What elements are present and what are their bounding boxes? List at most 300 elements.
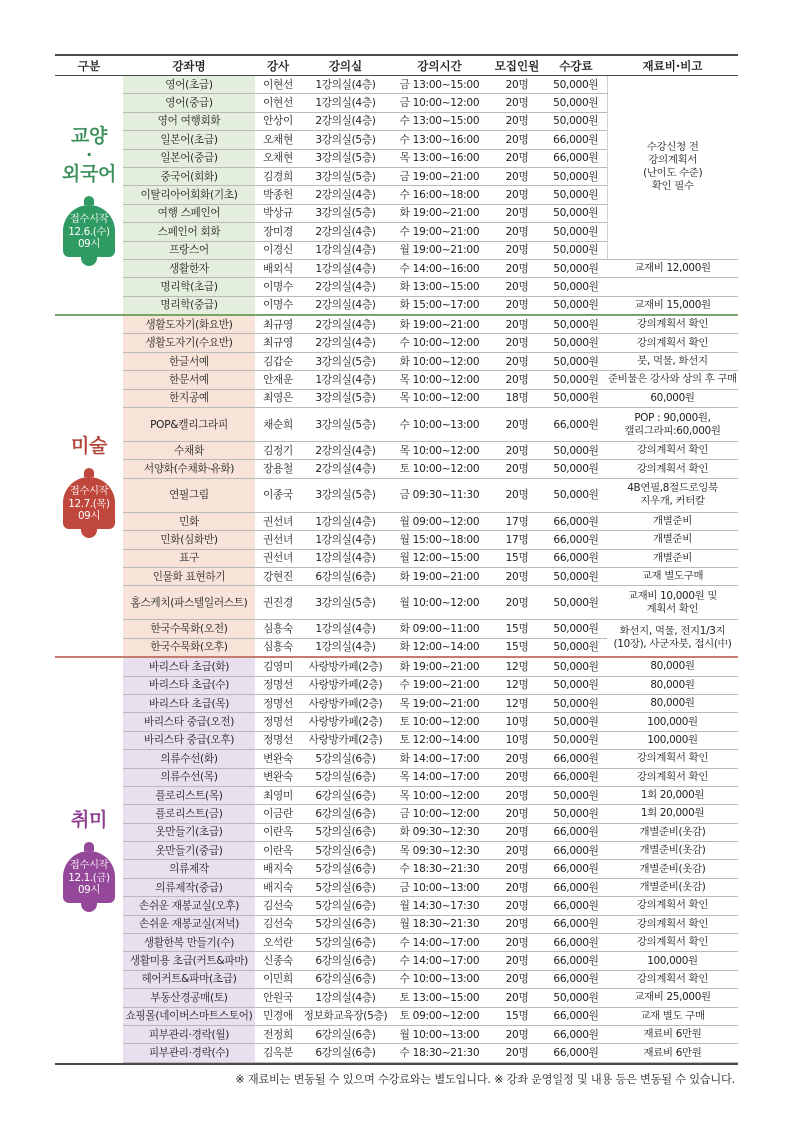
room: 3강의실(5층) bbox=[301, 149, 390, 167]
registration-start-text: 12.1.(금) bbox=[68, 871, 110, 884]
course-name: 생활도자기(수요반) bbox=[123, 334, 255, 352]
room: 1강의실(4층) bbox=[301, 620, 390, 638]
course-name: 플로리스트(목) bbox=[123, 786, 255, 804]
notes: 개별준비(옷감) bbox=[607, 842, 738, 860]
category-cell bbox=[55, 315, 123, 657]
room: 사랑방카페(2층) bbox=[301, 676, 390, 694]
fee: 50,000원 bbox=[545, 167, 607, 185]
course-name: 바리스타 중급(오후) bbox=[123, 731, 255, 749]
fee: 66,000원 bbox=[545, 970, 607, 988]
registration-start-text: 09시 bbox=[77, 238, 101, 251]
time: 목 14:00~17:00 bbox=[390, 768, 489, 786]
course-name: 피부관리·경락(월) bbox=[123, 1025, 255, 1043]
notes: 개별준비 bbox=[607, 512, 738, 530]
time: 화 10:00~12:00 bbox=[390, 352, 489, 370]
notes: 개별준비 bbox=[607, 531, 738, 549]
capacity: 20명 bbox=[489, 167, 545, 185]
registration-start-text: 09시 bbox=[77, 510, 101, 523]
table-bottom-rule bbox=[55, 1063, 738, 1065]
time: 화 19:00~21:00 bbox=[390, 567, 489, 585]
capacity: 15명 bbox=[489, 638, 545, 657]
instructor: 배지숙 bbox=[255, 878, 301, 896]
notes-merged bbox=[607, 76, 738, 260]
course-name: 여행 스페인어 bbox=[123, 204, 255, 222]
notes: 교재비 10,000원 및 계획서 확인 bbox=[607, 586, 738, 620]
notes: 100,000원 bbox=[607, 713, 738, 731]
notes: 강의계획서 확인 bbox=[607, 970, 738, 988]
time: 수 10:00~13:00 bbox=[390, 408, 489, 442]
table-row bbox=[55, 952, 738, 970]
table-row bbox=[55, 408, 738, 442]
course-name: 수채화 bbox=[123, 442, 255, 460]
instructor: 이명수 bbox=[255, 296, 301, 315]
instructor: 배외식 bbox=[255, 259, 301, 277]
instructor: 이민희 bbox=[255, 970, 301, 988]
capacity: 20명 bbox=[489, 823, 545, 841]
course-name: 옷만들기(초급) bbox=[123, 823, 255, 841]
fee: 50,000원 bbox=[545, 731, 607, 749]
col-capacity: 모집인원 bbox=[489, 55, 545, 76]
instructor: 강현진 bbox=[255, 567, 301, 585]
fee: 50,000원 bbox=[545, 478, 607, 512]
fee: 66,000원 bbox=[545, 512, 607, 530]
time: 수 10:00~13:00 bbox=[390, 970, 489, 988]
course-name: 생활한복 만들기(수) bbox=[123, 934, 255, 952]
time: 토 10:00~12:00 bbox=[390, 460, 489, 478]
capacity: 20명 bbox=[489, 408, 545, 442]
capacity: 20명 bbox=[489, 278, 545, 296]
time: 목 09:30~12:30 bbox=[390, 842, 489, 860]
table-row bbox=[55, 786, 738, 804]
capacity: 20명 bbox=[489, 842, 545, 860]
capacity: 17명 bbox=[489, 531, 545, 549]
instructor: 권선녀 bbox=[255, 512, 301, 530]
instructor: 정명선 bbox=[255, 731, 301, 749]
instructor: 최영은 bbox=[255, 389, 301, 407]
course-name: 인물화 표현하기 bbox=[123, 567, 255, 585]
capacity: 20명 bbox=[489, 586, 545, 620]
notes: POP : 90,000원, 캘리그라피:60,000원 bbox=[607, 408, 738, 442]
notes: 준비물은 강사와 상의 후 구매 bbox=[607, 371, 738, 389]
course-name: 표구 bbox=[123, 549, 255, 567]
notes: 교재비 15,000원 bbox=[607, 296, 738, 315]
instructor: 김갑순 bbox=[255, 352, 301, 370]
room: 1강의실(4층) bbox=[301, 259, 390, 277]
time: 금 19:00~21:00 bbox=[390, 167, 489, 185]
room: 1강의실(4층) bbox=[301, 638, 390, 657]
time: 토 10:00~12:00 bbox=[390, 713, 489, 731]
room: 3강의실(5층) bbox=[301, 204, 390, 222]
capacity: 12명 bbox=[489, 694, 545, 712]
time: 화 12:00~14:00 bbox=[390, 638, 489, 657]
course-name: 손쉬운 재봉교실(저녁) bbox=[123, 915, 255, 933]
room: 6강의실(6층) bbox=[301, 567, 390, 585]
table-row bbox=[55, 805, 738, 823]
room: 5강의실(6층) bbox=[301, 842, 390, 860]
room: 3강의실(5층) bbox=[301, 131, 390, 149]
fee: 50,000원 bbox=[545, 460, 607, 478]
instructor: 박종헌 bbox=[255, 186, 301, 204]
room: 사랑방카페(2층) bbox=[301, 657, 390, 676]
course-name: 플로리스트(금) bbox=[123, 805, 255, 823]
fee: 66,000원 bbox=[545, 823, 607, 841]
time: 월 10:00~13:00 bbox=[390, 1025, 489, 1043]
bell-top-shape bbox=[84, 468, 94, 477]
instructor: 김경희 bbox=[255, 167, 301, 185]
capacity: 15명 bbox=[489, 620, 545, 638]
time: 월 09:00~12:00 bbox=[390, 512, 489, 530]
registration-start-text: 접수시작 bbox=[69, 485, 109, 498]
notes: 강의계획서 확인 bbox=[607, 460, 738, 478]
table-row bbox=[55, 586, 738, 620]
course-name: 의류제작 bbox=[123, 860, 255, 878]
notes-line: 수강신청 전 bbox=[646, 141, 699, 154]
instructor: 오채현 bbox=[255, 131, 301, 149]
table-row bbox=[55, 259, 738, 277]
room: 1강의실(4층) bbox=[301, 76, 390, 94]
table-row bbox=[55, 915, 738, 933]
col-course-name: 강좌명 bbox=[123, 55, 255, 76]
notes: 80,000원 bbox=[607, 676, 738, 694]
time: 월 19:00~21:00 bbox=[390, 241, 489, 259]
fee: 66,000원 bbox=[545, 131, 607, 149]
instructor: 심흥숙 bbox=[255, 638, 301, 657]
capacity: 20명 bbox=[489, 149, 545, 167]
capacity: 12명 bbox=[489, 676, 545, 694]
capacity: 20명 bbox=[489, 296, 545, 315]
notes: 교재비 25,000원 bbox=[607, 989, 738, 1007]
course-schedule bbox=[55, 54, 738, 1063]
capacity: 20명 bbox=[489, 223, 545, 241]
category-box bbox=[55, 808, 123, 912]
col-room: 강의실 bbox=[301, 55, 390, 76]
time: 토 09:00~12:00 bbox=[390, 1007, 489, 1025]
instructor: 채순희 bbox=[255, 408, 301, 442]
fee: 50,000원 bbox=[545, 620, 607, 638]
instructor: 이현선 bbox=[255, 94, 301, 112]
fee: 66,000원 bbox=[545, 897, 607, 915]
table-row bbox=[55, 512, 738, 530]
time: 수 13:00~16:00 bbox=[390, 131, 489, 149]
course-name: 한지공예 bbox=[123, 389, 255, 407]
course-name: 중국어(회화) bbox=[123, 167, 255, 185]
capacity: 20명 bbox=[489, 371, 545, 389]
room: 5강의실(6층) bbox=[301, 768, 390, 786]
course-name: 민화 bbox=[123, 512, 255, 530]
capacity: 20명 bbox=[489, 970, 545, 988]
fee: 50,000원 bbox=[545, 259, 607, 277]
time: 화 15:00~17:00 bbox=[390, 296, 489, 315]
fee: 66,000원 bbox=[545, 1044, 607, 1062]
notes: 강의계획서 확인 bbox=[607, 750, 738, 768]
notes-line: (10장), 사군자붓, 접시(中) bbox=[613, 638, 732, 651]
table-row bbox=[55, 768, 738, 786]
course-name: 한국수묵화(오전) bbox=[123, 620, 255, 638]
instructor: 전정희 bbox=[255, 1025, 301, 1043]
fee: 66,000원 bbox=[545, 149, 607, 167]
room: 1강의실(4층) bbox=[301, 989, 390, 1007]
table-row bbox=[55, 442, 738, 460]
course-name: 민화(심화반) bbox=[123, 531, 255, 549]
capacity: 20명 bbox=[489, 860, 545, 878]
bell-top-shape bbox=[84, 842, 94, 851]
room: 5강의실(6층) bbox=[301, 934, 390, 952]
fee: 50,000원 bbox=[545, 223, 607, 241]
instructor: 최규영 bbox=[255, 334, 301, 352]
time: 금 13:00~15:00 bbox=[390, 76, 489, 94]
notes: 80,000원 bbox=[607, 694, 738, 712]
course-name: 한국수묵화(오후) bbox=[123, 638, 255, 657]
bell-clapper-shape bbox=[81, 529, 97, 538]
time: 금 09:30~11:30 bbox=[390, 478, 489, 512]
fee: 50,000원 bbox=[545, 371, 607, 389]
table-row bbox=[55, 1044, 738, 1062]
capacity: 20명 bbox=[489, 805, 545, 823]
notes-line: (난이도 수준) bbox=[643, 167, 703, 180]
room: 사랑방카페(2층) bbox=[301, 713, 390, 731]
instructor: 최규영 bbox=[255, 315, 301, 334]
instructor: 신종숙 bbox=[255, 952, 301, 970]
fee: 50,000원 bbox=[545, 786, 607, 804]
capacity: 20명 bbox=[489, 241, 545, 259]
time: 수 14:00~16:00 bbox=[390, 259, 489, 277]
time: 목 10:00~12:00 bbox=[390, 371, 489, 389]
instructor: 권진경 bbox=[255, 586, 301, 620]
bell-body bbox=[63, 205, 115, 257]
fee: 50,000원 bbox=[545, 278, 607, 296]
course-table bbox=[55, 54, 738, 1063]
fee: 50,000원 bbox=[545, 76, 607, 94]
fee: 66,000원 bbox=[545, 915, 607, 933]
bell-body bbox=[63, 851, 115, 903]
room: 2강의실(4층) bbox=[301, 112, 390, 130]
room: 5강의실(6층) bbox=[301, 915, 390, 933]
fee: 50,000원 bbox=[545, 442, 607, 460]
room: 2강의실(4층) bbox=[301, 460, 390, 478]
course-name: 영어 여행회화 bbox=[123, 112, 255, 130]
notes: 80,000원 bbox=[607, 657, 738, 676]
room: 3강의실(5층) bbox=[301, 167, 390, 185]
time: 수 19:00~21:00 bbox=[390, 676, 489, 694]
time: 토 12:00~14:00 bbox=[390, 731, 489, 749]
fee: 50,000원 bbox=[545, 638, 607, 657]
capacity: 20명 bbox=[489, 352, 545, 370]
room: 6강의실(6층) bbox=[301, 1025, 390, 1043]
time: 수 16:00~18:00 bbox=[390, 186, 489, 204]
time: 월 18:30~21:30 bbox=[390, 915, 489, 933]
notes bbox=[607, 278, 738, 296]
col-time: 강의시간 bbox=[390, 55, 489, 76]
fee: 50,000원 bbox=[545, 389, 607, 407]
notes: 재료비 6만원 bbox=[607, 1044, 738, 1062]
capacity: 20명 bbox=[489, 94, 545, 112]
category-title: 교양 bbox=[70, 125, 108, 148]
notes: 강의계획서 확인 bbox=[607, 768, 738, 786]
fee: 66,000원 bbox=[545, 768, 607, 786]
course-name: 스페인어 회화 bbox=[123, 223, 255, 241]
course-name: 프랑스어 bbox=[123, 241, 255, 259]
course-name: 일본어(중급) bbox=[123, 149, 255, 167]
fee: 50,000원 bbox=[545, 241, 607, 259]
notes: 강의계획서 확인 bbox=[607, 315, 738, 334]
instructor: 민경애 bbox=[255, 1007, 301, 1025]
fee: 66,000원 bbox=[545, 1025, 607, 1043]
time: 화 19:00~21:00 bbox=[390, 315, 489, 334]
time: 수 14:00~17:00 bbox=[390, 952, 489, 970]
time: 화 19:00~21:00 bbox=[390, 204, 489, 222]
fee: 50,000원 bbox=[545, 296, 607, 315]
room: 3강의실(5층) bbox=[301, 586, 390, 620]
time: 화 14:00~17:00 bbox=[390, 750, 489, 768]
notes: 4B연필,8절드로잉북 지우개, 커터칼 bbox=[607, 478, 738, 512]
table-row bbox=[55, 1025, 738, 1043]
capacity: 20명 bbox=[489, 915, 545, 933]
instructor: 최영미 bbox=[255, 786, 301, 804]
table-row bbox=[55, 731, 738, 749]
instructor: 김선숙 bbox=[255, 897, 301, 915]
instructor: 이명수 bbox=[255, 278, 301, 296]
notes: 개별준비(옷감) bbox=[607, 823, 738, 841]
instructor: 이종국 bbox=[255, 478, 301, 512]
course-name: 의류제작(중급) bbox=[123, 878, 255, 896]
capacity: 20명 bbox=[489, 131, 545, 149]
fee: 50,000원 bbox=[545, 186, 607, 204]
category-cell bbox=[55, 76, 123, 316]
instructor: 이란옥 bbox=[255, 842, 301, 860]
table-row bbox=[55, 676, 738, 694]
registration-start-text: 접수시작 bbox=[69, 859, 109, 872]
notes: 강의계획서 확인 bbox=[607, 442, 738, 460]
fee: 50,000원 bbox=[545, 112, 607, 130]
capacity: 20명 bbox=[489, 334, 545, 352]
bell-badge bbox=[59, 842, 119, 912]
capacity: 10명 bbox=[489, 713, 545, 731]
table-row bbox=[55, 549, 738, 567]
room: 6강의실(6층) bbox=[301, 970, 390, 988]
bell-top-shape bbox=[84, 196, 94, 205]
instructor: 안원국 bbox=[255, 989, 301, 1007]
course-name: 한문서예 bbox=[123, 371, 255, 389]
fee: 66,000원 bbox=[545, 952, 607, 970]
course-name: 헤어커트&파마(초급) bbox=[123, 970, 255, 988]
time: 월 12:00~15:00 bbox=[390, 549, 489, 567]
fee: 50,000원 bbox=[545, 204, 607, 222]
time: 금 10:00~12:00 bbox=[390, 805, 489, 823]
capacity: 20명 bbox=[489, 204, 545, 222]
table-row bbox=[55, 334, 738, 352]
table-row bbox=[55, 460, 738, 478]
col-category: 구분 bbox=[55, 55, 123, 76]
notes: 개별준비 bbox=[607, 549, 738, 567]
room: 1강의실(4층) bbox=[301, 512, 390, 530]
capacity: 18명 bbox=[489, 389, 545, 407]
capacity: 15명 bbox=[489, 1007, 545, 1025]
capacity: 20명 bbox=[489, 934, 545, 952]
room: 3강의실(5층) bbox=[301, 478, 390, 512]
room: 5강의실(6층) bbox=[301, 878, 390, 896]
table-row bbox=[55, 352, 738, 370]
capacity: 20명 bbox=[489, 567, 545, 585]
capacity: 20명 bbox=[489, 442, 545, 460]
registration-start-text: 접수시작 bbox=[69, 213, 109, 226]
fee: 66,000원 bbox=[545, 549, 607, 567]
course-name: 생활미용 초급(커트&파마) bbox=[123, 952, 255, 970]
table-row bbox=[55, 389, 738, 407]
registration-start-text: 09시 bbox=[77, 884, 101, 897]
notes: 교재 별도구매 bbox=[607, 567, 738, 585]
capacity: 15명 bbox=[489, 549, 545, 567]
fee: 50,000원 bbox=[545, 352, 607, 370]
notes: 60,000원 bbox=[607, 389, 738, 407]
instructor: 심흥숙 bbox=[255, 620, 301, 638]
course-name: 피부관리·경락(수) bbox=[123, 1044, 255, 1062]
instructor: 이현선 bbox=[255, 76, 301, 94]
time: 목 13:00~16:00 bbox=[390, 149, 489, 167]
fee: 66,000원 bbox=[545, 531, 607, 549]
instructor: 변완숙 bbox=[255, 768, 301, 786]
table-row bbox=[55, 750, 738, 768]
capacity: 20명 bbox=[489, 897, 545, 915]
instructor: 변완숙 bbox=[255, 750, 301, 768]
table-row bbox=[55, 970, 738, 988]
table-row bbox=[55, 934, 738, 952]
notes: 교재 별도 구매 bbox=[607, 1007, 738, 1025]
room: 2강의실(4층) bbox=[301, 315, 390, 334]
course-name: 연필그림 bbox=[123, 478, 255, 512]
table-row bbox=[55, 315, 738, 334]
notes: 강의계획서 확인 bbox=[607, 934, 738, 952]
notes: 100,000원 bbox=[607, 952, 738, 970]
notes: 재료비 6만원 bbox=[607, 1025, 738, 1043]
capacity: 20명 bbox=[489, 186, 545, 204]
course-name: 의류수선(목) bbox=[123, 768, 255, 786]
instructor: 김선숙 bbox=[255, 915, 301, 933]
notes-line: 강의계획서 bbox=[648, 154, 698, 167]
course-name: 생활한자 bbox=[123, 259, 255, 277]
fee: 66,000원 bbox=[545, 1007, 607, 1025]
time: 수 14:00~17:00 bbox=[390, 934, 489, 952]
fee: 50,000원 bbox=[545, 713, 607, 731]
room: 2강의실(4층) bbox=[301, 223, 390, 241]
room: 1강의실(4층) bbox=[301, 94, 390, 112]
room: 3강의실(5층) bbox=[301, 408, 390, 442]
instructor: 권선녀 bbox=[255, 531, 301, 549]
instructor: 안재운 bbox=[255, 371, 301, 389]
col-notes: 재료비·비고 bbox=[607, 55, 738, 76]
course-name: 옷만들기(중급) bbox=[123, 842, 255, 860]
notes: 교재비 12,000원 bbox=[607, 259, 738, 277]
capacity: 20명 bbox=[489, 786, 545, 804]
room: 1강의실(4층) bbox=[301, 531, 390, 549]
time: 목 10:00~12:00 bbox=[390, 442, 489, 460]
notes: 강의계획서 확인 bbox=[607, 915, 738, 933]
footer-note: ※ 재료비는 변동될 수 있으며 수강료와는 별도입니다. ※ 강좌 운영일정 및 내용 등은 변동될 수 있습니다. bbox=[235, 1073, 735, 1086]
course-name: 생활도자기(화요반) bbox=[123, 315, 255, 334]
table-row bbox=[55, 478, 738, 512]
capacity: 20명 bbox=[489, 1025, 545, 1043]
table-row bbox=[55, 878, 738, 896]
fee: 50,000원 bbox=[545, 94, 607, 112]
room: 사랑방카페(2층) bbox=[301, 694, 390, 712]
table-row bbox=[55, 620, 738, 638]
time: 수 10:00~12:00 bbox=[390, 334, 489, 352]
time: 화 09:30~12:30 bbox=[390, 823, 489, 841]
capacity: 20명 bbox=[489, 315, 545, 334]
instructor: 박상규 bbox=[255, 204, 301, 222]
time: 목 10:00~12:00 bbox=[390, 786, 489, 804]
course-name: 서양화(수채화·유화) bbox=[123, 460, 255, 478]
room: 정보화교육장(5층) bbox=[301, 1007, 390, 1025]
